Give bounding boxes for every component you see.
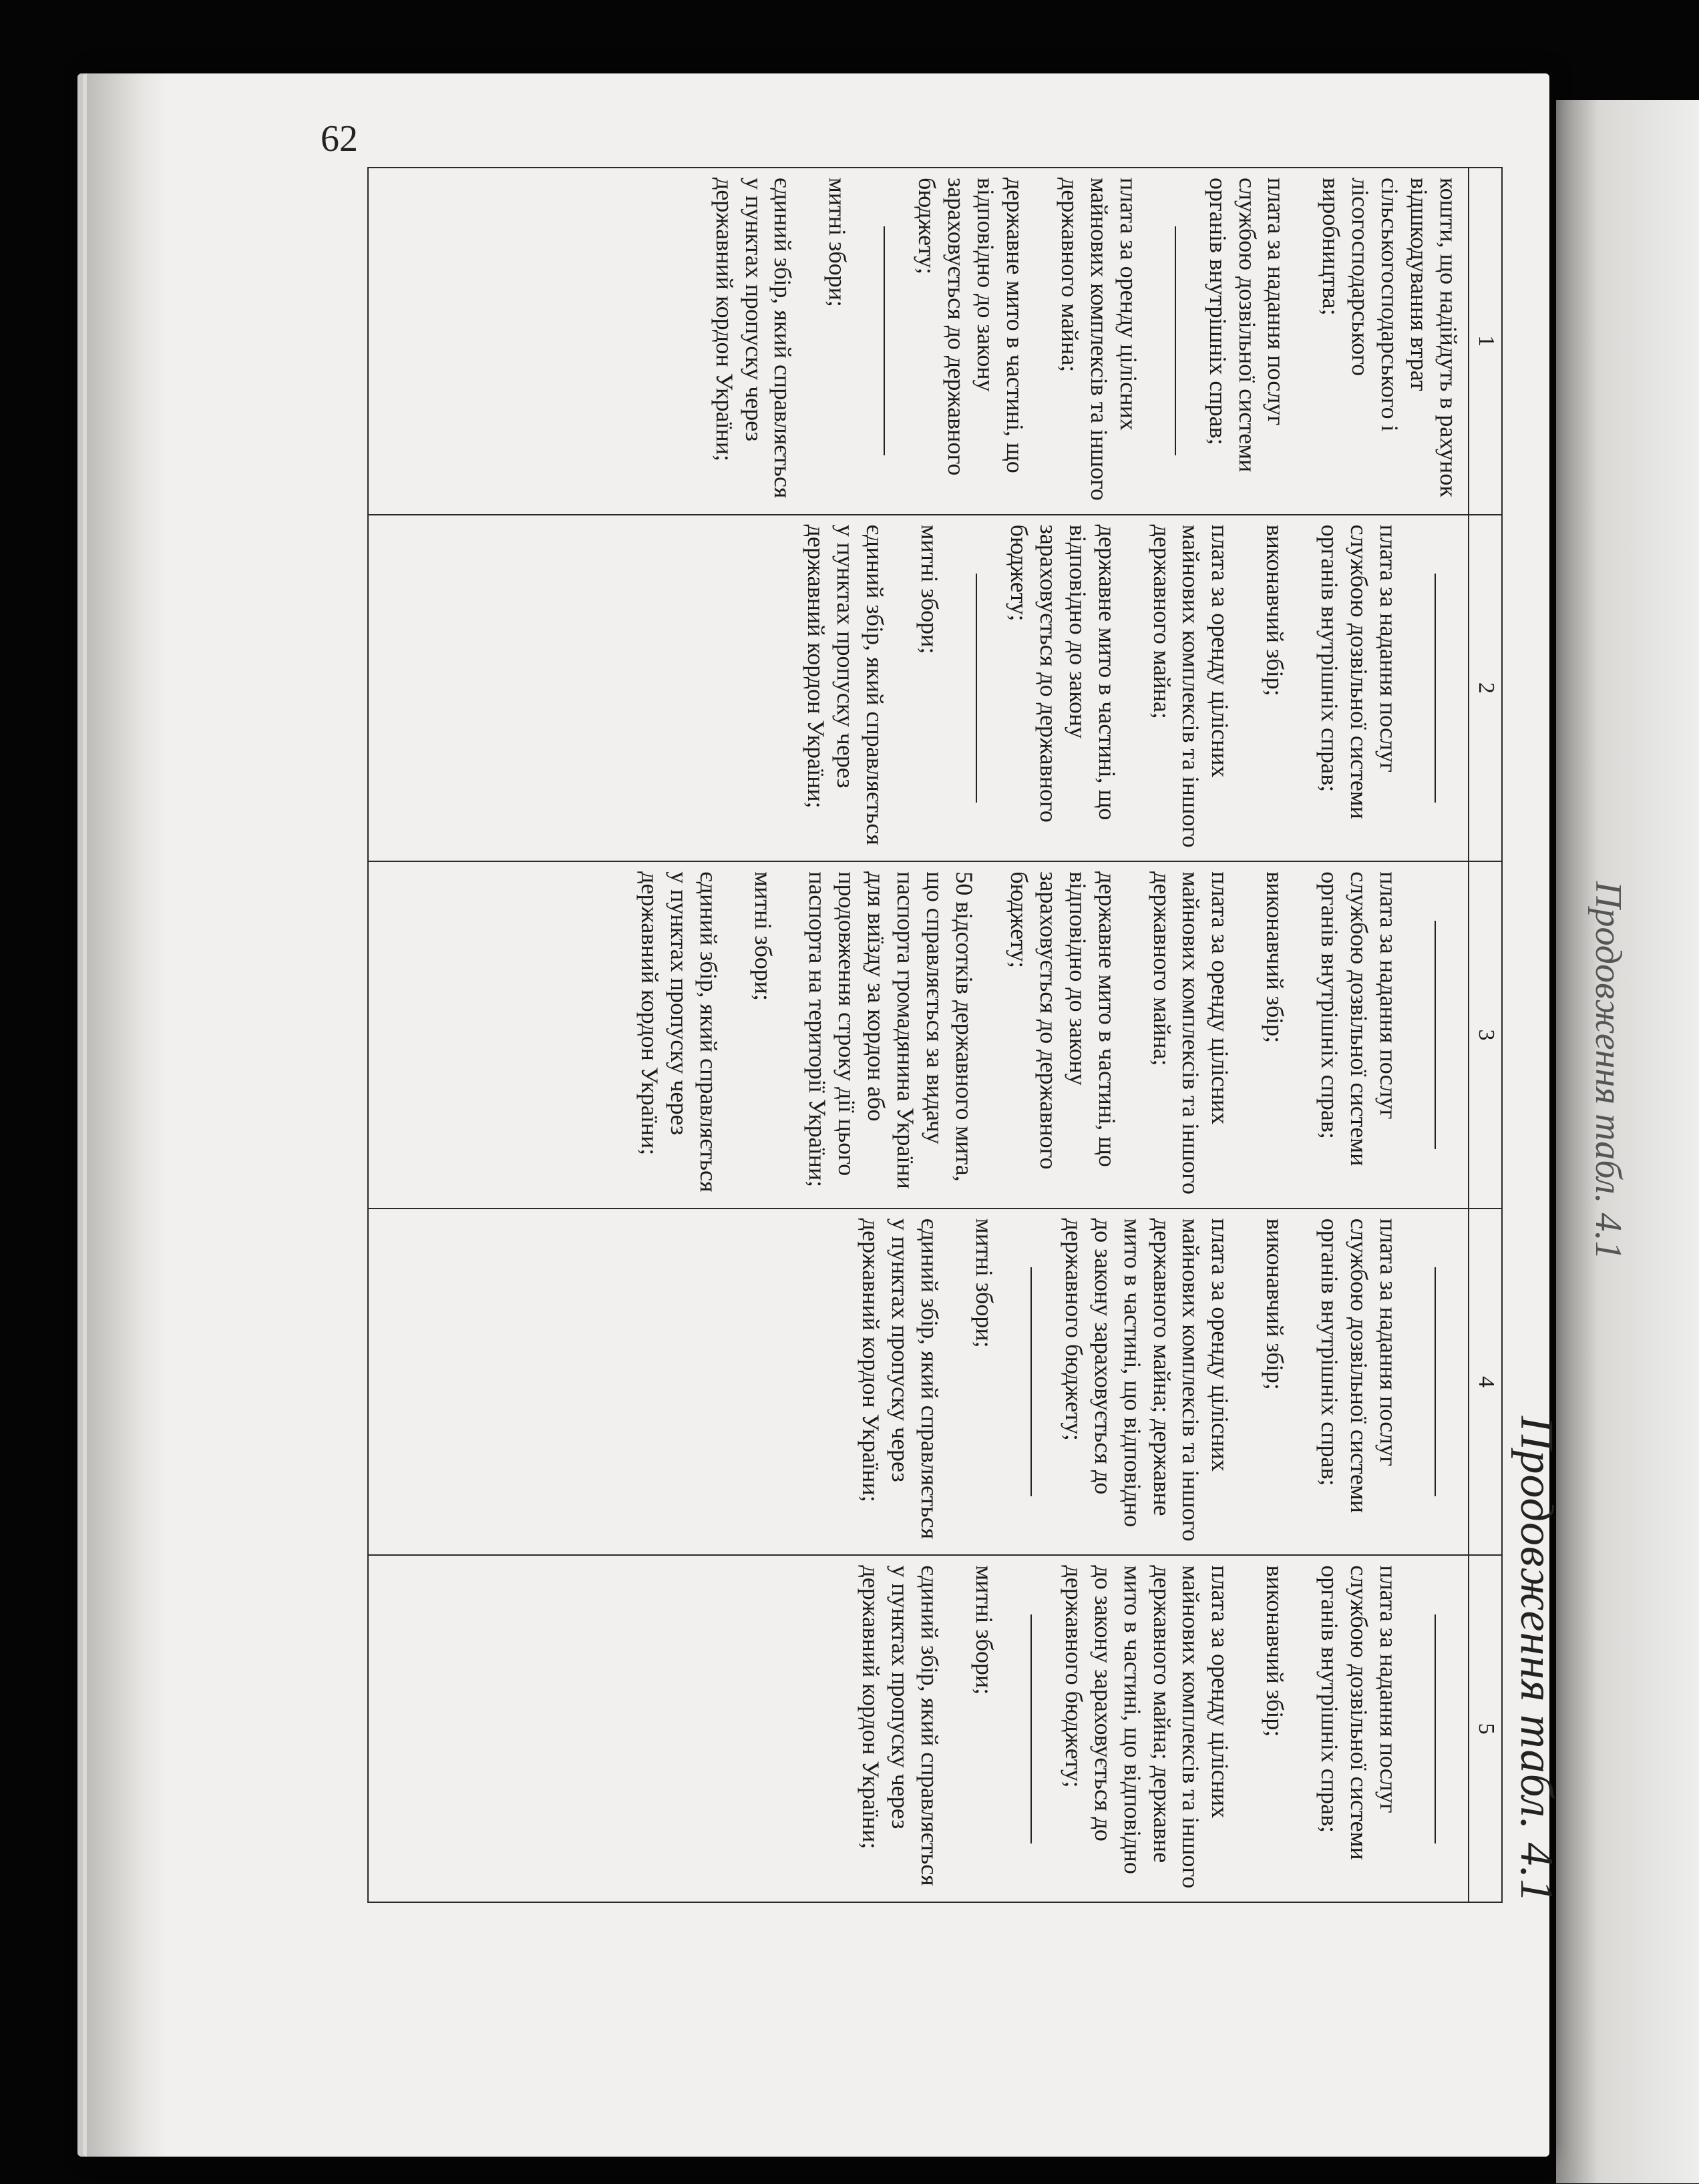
table-cell-entry: державне мито в частині, що відповідно до закону зараховується до державного бюджету;: [914, 178, 1029, 476]
empty-entry-dash: [1175, 226, 1176, 455]
empty-entry-dash: [976, 574, 977, 803]
table-cell-entry: 50 відсотків державного мита, що справляється за видачу паспорта громадянина України для виїзду за кордон або продовження строку дії цього паспорта на території України;: [804, 871, 978, 1189]
next-page-heading: Продовження табл. 4.1: [1587, 881, 1629, 1260]
table-cell-entry: єдиний збір, який справляється у пунктах пропуску через державний кордон України;: [636, 871, 722, 1192]
table-cell-entry: кошти, що надійдуть в рахунок відшкодування втрат сільськогосподарського і лісогосподарського виробництва;: [1318, 178, 1462, 497]
table-cell-entry: плата за надання послуг службою дозвільної системи органів внутрішніх справ;: [1316, 871, 1402, 1166]
empty-entry-dash: [884, 226, 885, 455]
table-cell-entry: плата за оренду цілісних майнових комплексів та іншого державного майна; державне мито в частині, що відповідно до закону зараховується до державного бюджету;: [1060, 1565, 1234, 1889]
page-stack-edge: [87, 73, 167, 2157]
col-header-3: 3: [1469, 861, 1502, 1209]
table-continuation-heading: Продовження табл. 4.1: [1511, 1415, 1562, 1903]
empty-entry-dash: [1435, 1267, 1436, 1496]
table-cell-col-5: [368, 1555, 1469, 1902]
table-cell-entry: плата за надання послуг службою дозвільної системи органів внутрішніх справ;: [1316, 524, 1402, 819]
table-cell-col-4: [368, 1209, 1469, 1556]
table-cell-entry: митні збори;: [824, 178, 852, 307]
empty-entry-dash: [1435, 921, 1436, 1150]
table-cell-entry: державне мито в частині, що відповідно до закону зараховується до державного бюджету;: [1005, 524, 1121, 823]
table-cell-entry: плата за надання послуг службою дозвільної системи органів внутрішніх справ;: [1316, 1565, 1402, 1860]
table-cell-entry: плата за надання послуг службою дозвільної системи органів внутрішніх справ;: [1204, 178, 1290, 473]
col-header-2: 2: [1469, 515, 1502, 862]
table-cell-entry: митні збори;: [749, 871, 777, 1002]
table-cell-entry: єдиний збір, який справляється у пунктах пропуску через державний кордон України;: [803, 524, 889, 845]
col-header-5: 5: [1469, 1555, 1502, 1902]
table-cell-entry: митні збори;: [970, 1565, 998, 1695]
col-header-4: 4: [1469, 1209, 1502, 1556]
table-cell-entry: плата за оренду цілісних майнових комплексів та іншого державного майна;: [1148, 524, 1234, 848]
empty-entry-dash: [1435, 574, 1436, 803]
table-cell-entry: виконавчий збір;: [1262, 524, 1289, 696]
table-cell-entry: плата за надання послуг службою дозвільної системи органів внутрішніх справ;: [1316, 1218, 1402, 1514]
table-cell-entry: єдиний збір, який справляється у пунктах пропуску через державний кордон України;: [858, 1565, 944, 1886]
table-cell-entry: виконавчий збір;: [1262, 1218, 1289, 1390]
empty-entry-dash: [1030, 1267, 1032, 1496]
col-header-1: 1: [1469, 168, 1502, 515]
table-cell-entry: державне мито в частині, що відповідно до закону зараховується до державного бюджету;: [1005, 871, 1121, 1170]
table-cell-entry: митні збори;: [970, 1218, 998, 1348]
table-cell-entry: плата за оренду цілісних майнових комплексів та іншого державного майна;: [1056, 178, 1142, 501]
table-cell-entry: єдиний збір, який справляється у пунктах пропуску через державний кордон України;: [858, 1218, 944, 1540]
table-body-row: [368, 168, 1469, 1902]
table-cell-entry: єдиний збір, який справляється у пунктах пропуску через державний кордон України;: [711, 178, 797, 499]
rotated-content: [227, 118, 1563, 1903]
table-cell-entry: виконавчий збір;: [1262, 1565, 1289, 1737]
table-cell-entry: виконавчий збір;: [1262, 871, 1289, 1044]
revenue-table: [367, 167, 1503, 1903]
table-cell-entry: плата за оренду цілісних майнових комплексів та іншого державного майна; державне мито в частині, що відповідно до закону зараховується до державного бюджету;: [1060, 1218, 1234, 1542]
table-cell-entry: плата за оренду цілісних майнових комплексів та іншого державного майна;: [1148, 871, 1234, 1195]
page-number: 62: [321, 118, 358, 160]
table-cell-col-3: [368, 861, 1469, 1209]
table-cell-col-1: [368, 168, 1469, 515]
empty-entry-dash: [1030, 1614, 1032, 1843]
table-cell-entry: митні збори;: [916, 524, 944, 654]
table-cell-col-2: [368, 515, 1469, 862]
table-header-row: [1469, 168, 1502, 1902]
next-page-heading-wrap: [1587, 881, 1683, 1549]
empty-entry-dash: [1435, 1614, 1436, 1843]
